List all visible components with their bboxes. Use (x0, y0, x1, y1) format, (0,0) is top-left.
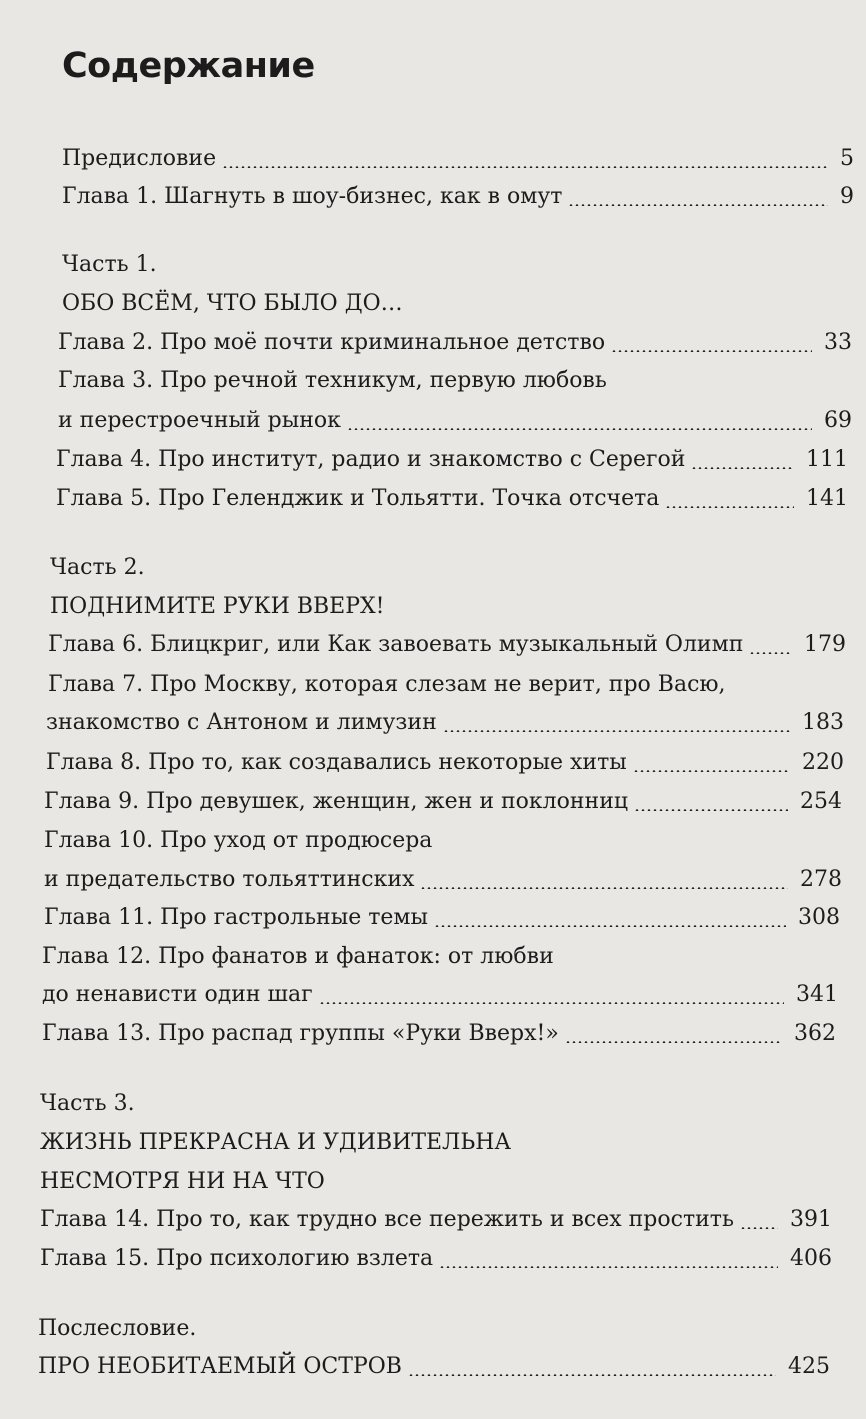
toc-part-title: НЕСМОТРЯ НИ НА ЧТО (40, 1169, 325, 1194)
toc-part-label: Часть 3. (40, 1091, 135, 1116)
toc-entry-title: и перестроечный рынок (58, 408, 341, 433)
toc-line-chapter-15 (0, 1240, 866, 1278)
toc-line-chapter-9 (0, 783, 866, 821)
toc-part-label: Часть 1. (62, 252, 157, 277)
toc-line-afterword-title (0, 1348, 866, 1386)
dot-leader (749, 652, 792, 654)
toc-line-part-3-title-b (0, 1163, 866, 1201)
toc-page-number: 341 (796, 982, 838, 1007)
toc-entry-title: Глава 3. Про речной техникум, первую любовь (58, 368, 607, 393)
toc-part-title: ОБО ВСЁМ, ЧТО БЫЛО ДО… (62, 291, 403, 316)
toc-entry-title: Предисловие (62, 146, 217, 171)
toc-line-chapter-10b (0, 861, 866, 899)
toc-line-chapter-5 (0, 480, 866, 518)
toc-page-number: 5 (840, 146, 854, 171)
toc-line-part-3-title-a (0, 1124, 866, 1162)
toc-part-label: Послесловие. (38, 1316, 197, 1341)
page-title: Содержание (62, 46, 315, 86)
toc-line-chapter-3a (0, 362, 866, 400)
dot-leader (439, 1266, 778, 1268)
dot-leader (665, 506, 794, 508)
toc-line-chapter-8 (0, 744, 866, 782)
toc-entry-title: ПРО НЕОБИТАЕМЫЙ ОСТРОВ (38, 1354, 402, 1379)
toc-line-part-1-label (0, 246, 866, 284)
dot-leader (434, 925, 786, 927)
toc-line-part-2-label (0, 549, 866, 587)
toc-entry-title: Глава 15. Про психологию взлета (40, 1246, 434, 1271)
toc-page-number: 308 (798, 905, 840, 930)
toc-page-number: 141 (806, 486, 848, 511)
toc-entry-title: Глава 2. Про моё почти криминальное детство (58, 330, 606, 355)
dot-leader (420, 887, 788, 889)
toc-line-chapter-11 (0, 899, 866, 937)
toc-line-chapter-12b (0, 976, 866, 1014)
toc-entry-title: Глава 14. Про то, как трудно все пережить и всех простить (40, 1207, 734, 1232)
toc-part-label: Часть 2. (50, 555, 145, 580)
toc-entry-title: Глава 11. Про гастрольные темы (44, 905, 429, 930)
toc-page-number: 111 (806, 447, 848, 472)
toc-line-chapter-7a (0, 666, 866, 704)
toc-part-title: ЖИЗНЬ ПРЕКРАСНА И УДИВИТЕЛЬНА (40, 1130, 512, 1155)
dot-leader (443, 730, 790, 732)
dot-leader (634, 809, 788, 811)
dot-leader (568, 204, 828, 206)
dot-leader (408, 1374, 776, 1376)
toc-line-chapter-2 (0, 324, 866, 362)
toc-entry-title: Глава 4. Про институт, радио и знакомство с Серегой (56, 447, 686, 472)
toc-entry-title: Глава 10. Про уход от продюсера (44, 828, 433, 853)
dot-leader (347, 428, 812, 430)
toc-entry-title: Глава 13. Про распад группы «Руки Вверх!» (42, 1021, 559, 1046)
toc-entry-title: Глава 6. Блицкриг, или Как завоевать музыкальный Олимп (48, 632, 744, 657)
toc-page-number: 391 (790, 1207, 832, 1232)
dot-leader (565, 1041, 782, 1043)
dot-leader (633, 770, 790, 772)
toc-page-number: 362 (794, 1021, 836, 1046)
dot-leader (691, 467, 794, 469)
toc-entry-title: Глава 5. Про Геленджик и Тольятти. Точка отсчета (56, 486, 660, 511)
toc-line-chapter-7b (0, 704, 866, 742)
toc-page-number: 425 (788, 1354, 830, 1379)
toc-entry-title: Глава 12. Про фанатов и фанаток: от любви (42, 944, 554, 969)
toc-entry-title: Глава 7. Про Москву, которая слезам не верит, про Васю, (48, 672, 726, 697)
toc-page-number: 278 (800, 867, 842, 892)
toc-entry-title: Глава 1. Шагнуть в шоу-бизнес, как в омут (62, 184, 563, 209)
toc-line-chapter-4 (0, 441, 866, 479)
toc-page-number: 179 (804, 632, 846, 657)
toc-entry-title: знакомство с Антоном и лимузин (46, 710, 437, 735)
toc-entry-title: и предательство тольяттинских (44, 867, 415, 892)
dot-leader (319, 1002, 784, 1004)
toc-page-number: 220 (802, 750, 844, 775)
toc-line-part-1-title (0, 285, 866, 323)
dot-leader (611, 350, 812, 352)
toc-line-chapter-3b (0, 402, 866, 440)
toc-line-part-2-title (0, 588, 866, 626)
toc-line-chapter-6 (0, 626, 866, 664)
toc-page-number: 9 (840, 184, 854, 209)
toc-entry-title: Глава 9. Про девушек, женщин, жен и поклонниц (44, 789, 629, 814)
toc-page-number: 254 (800, 789, 842, 814)
toc-page-number: 183 (802, 710, 844, 735)
toc-line-part-3-label (0, 1085, 866, 1123)
toc-line-chapter-14 (0, 1201, 866, 1239)
toc-line-preface (0, 140, 866, 178)
toc-page-number: 33 (824, 330, 852, 355)
toc-page-number: 69 (824, 408, 852, 433)
dot-leader (222, 166, 828, 168)
dot-leader (740, 1227, 778, 1229)
toc-entry-title: Глава 8. Про то, как создавались некоторые хиты (46, 750, 627, 775)
toc-line-chapter-1 (0, 178, 866, 216)
toc-line-chapter-12a (0, 938, 866, 976)
toc-line-chapter-13 (0, 1015, 866, 1053)
toc-line-afterword-label (0, 1310, 866, 1348)
toc-part-title: ПОДНИМИТЕ РУКИ ВВЕРХ! (50, 594, 385, 619)
toc-entry-title: до ненависти один шаг (42, 982, 313, 1007)
toc-line-chapter-10a (0, 822, 866, 860)
toc-page-number: 406 (790, 1246, 832, 1271)
